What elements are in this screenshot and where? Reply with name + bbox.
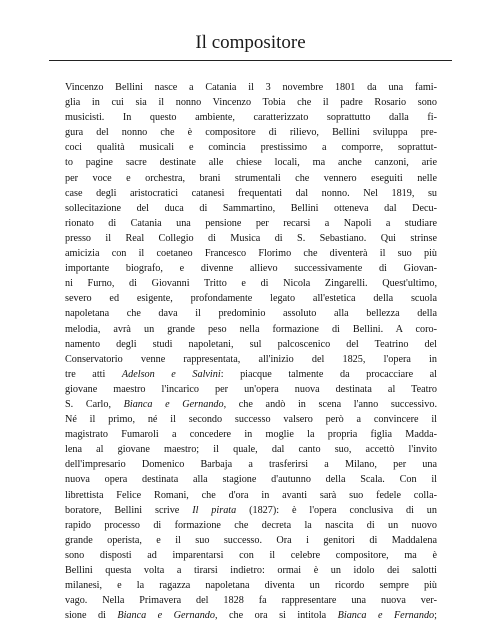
- italic-title-text: Bianca e Gernando: [117, 610, 215, 622]
- text-line: [65, 412, 437, 427]
- text-run: , che andò in scena l'anno successivo.: [223, 398, 437, 410]
- text-line: [65, 246, 437, 261]
- text-run: Vincenzo Bellini nasce a Catania il 3 novembre 1801 da una fami-: [65, 82, 437, 93]
- text-line: [65, 367, 437, 382]
- text-run: gura del nonno che è compositore di rilievo, Bellini sviluppa pre-: [65, 127, 437, 139]
- text-line: [65, 306, 437, 321]
- body-paragraph: [65, 80, 437, 623]
- text-line: [65, 488, 437, 503]
- text-line: [65, 593, 437, 608]
- text-run: coci qualità musicali e comincia prestissimo a comporre, soprattut-: [65, 142, 437, 154]
- text-run: grande operista, e il suo successo. Ora i genitori di Maddalena: [65, 534, 437, 546]
- text-run: S. Carlo,: [65, 398, 124, 410]
- text-line: [65, 186, 437, 201]
- text-run: milanesi, e la ragazza napoletana diventa un ricordo sempre più: [65, 580, 437, 592]
- page-title: Il compositore: [195, 32, 306, 53]
- text-run: rapido processo di formazione che decreta la nascita di un nuovo: [65, 519, 437, 531]
- text-run: vago. Nella Primavera del 1828 fa rappresentare una nuova ver-: [65, 595, 437, 607]
- text-run: ;: [434, 610, 437, 622]
- text-line: [65, 397, 437, 412]
- text-line: [65, 276, 437, 291]
- text-line: [65, 216, 437, 231]
- text-run: : piacque talmente da procacciare al: [220, 368, 438, 380]
- italic-title-text: Bianca e Gernando: [123, 398, 224, 410]
- text-line: [65, 457, 437, 472]
- text-run: librettista Felice Romani, che d'ora in avanti sarà suo fedele colla-: [65, 489, 437, 501]
- heading-block: [49, 31, 452, 61]
- title-rule: [49, 60, 452, 61]
- text-run: rionato di Catania una pensione per recarsi a Napoli a studiare: [65, 217, 437, 229]
- text-line: [65, 291, 437, 306]
- text-line: [65, 518, 437, 533]
- text-line: [65, 503, 437, 518]
- text-run: to pagine sacre destinate alle chiese locali, ma anche canzoni, arie: [65, 157, 437, 169]
- text-run: lena al giovane maestro; il quale, dal canto suo, accettò l'invito: [65, 444, 437, 456]
- text-run: napoletana che dava il predominio assoluto alla bellezza della: [65, 308, 437, 320]
- text-line: [65, 125, 437, 140]
- text-line: [65, 171, 437, 186]
- text-run: dell'impresario Domenico Barbaja a trasferirsi a Milano, per una: [65, 459, 437, 471]
- text-run: melodia, avrà un grande peso nella formazione di Bellini. A coro-: [65, 323, 437, 335]
- italic-title-text: Adelson e Salvini: [121, 368, 221, 380]
- text-line: [65, 608, 437, 623]
- text-run: Conservatorio venne rappresentata, all'inizio del 1825, l'opera in: [65, 353, 437, 365]
- text-run: nuova opera destinata alla stagione d'autunno della Scala. Con il: [65, 474, 437, 486]
- text-run: importante biografo, e divenne allievo successivamente di Giovan-: [65, 263, 437, 275]
- text-run: severo ed esigente, profondamente legato all'estetica della scuola: [65, 293, 437, 305]
- text-run: amicizia con il coetaneo Francesco Florimo che diventerà il suo più: [65, 248, 437, 260]
- text-line: [65, 155, 437, 170]
- text-line: [65, 427, 437, 442]
- text-line: [65, 337, 437, 352]
- text-run: ni Furno, di Giovanni Tritto e di Nicola Zingarelli. Quest'ultimo,: [65, 278, 437, 290]
- text-run: Bellini questa volta a tirarsi indietro: ormai è un idolo dei salotti: [65, 565, 437, 576]
- text-run: sollecitazione del duca di Sammartino, Bellini otteneva dal Decu-: [65, 202, 437, 214]
- text-line: [65, 382, 437, 397]
- text-line: [65, 563, 437, 578]
- text-line: [65, 322, 437, 337]
- text-run: presso il Real Collegio di Musica di S. Sebastiano. Qui strinse: [65, 232, 437, 244]
- text-line: [65, 442, 437, 457]
- text-line: [65, 533, 437, 548]
- text-line: [65, 201, 437, 216]
- text-run: sono disposti ad imparentarsi con il celebre compositore, ma è: [65, 549, 437, 561]
- text-run: per voce e orchestra, brani strumentali che vennero eseguiti nelle: [65, 172, 437, 184]
- text-line: [65, 231, 437, 246]
- text-line: [65, 140, 437, 155]
- text-run: giovane maestro l'incarico per un'opera nuova destinata al Teatro: [65, 383, 437, 395]
- text-run: case degli aristocratici catanesi frequentati dal nonno. Nel 1819, su: [65, 187, 437, 199]
- text-run: magistrato Fumaroli a concedere in moglie la propria figlia Madda-: [65, 429, 437, 441]
- text-line: [65, 95, 437, 110]
- text-line: [65, 548, 437, 563]
- text-line: [65, 80, 437, 95]
- italic-title-text: Il pirata: [192, 504, 237, 516]
- text-run: , che ora si intitola: [214, 610, 338, 622]
- text-run: musicisti. In questo ambiente, caratterizzato soprattutto dalla fi-: [65, 112, 437, 124]
- text-line: [65, 578, 437, 593]
- text-run: namento degli studi napoletani, sul palcoscenico del Teatrino del: [65, 338, 437, 350]
- text-run: glia in cui sia il nonno Vincenzo Tobia che il padre Rosario sono: [65, 97, 437, 109]
- text-run: Né il primo, né il secondo successo valsero però a convincere il: [65, 414, 437, 426]
- text-line: [65, 352, 437, 367]
- text-run: tre atti: [65, 368, 122, 380]
- text-run: sione di: [65, 610, 118, 622]
- italic-title-text: Bianca e Fernando: [337, 610, 435, 622]
- text-run: (1827): è l'opera conclusiva di un: [236, 504, 437, 516]
- text-line: [65, 110, 437, 125]
- text-line: [65, 261, 437, 276]
- text-line: [65, 472, 437, 487]
- text-run: boratore, Bellini scrive: [65, 504, 193, 516]
